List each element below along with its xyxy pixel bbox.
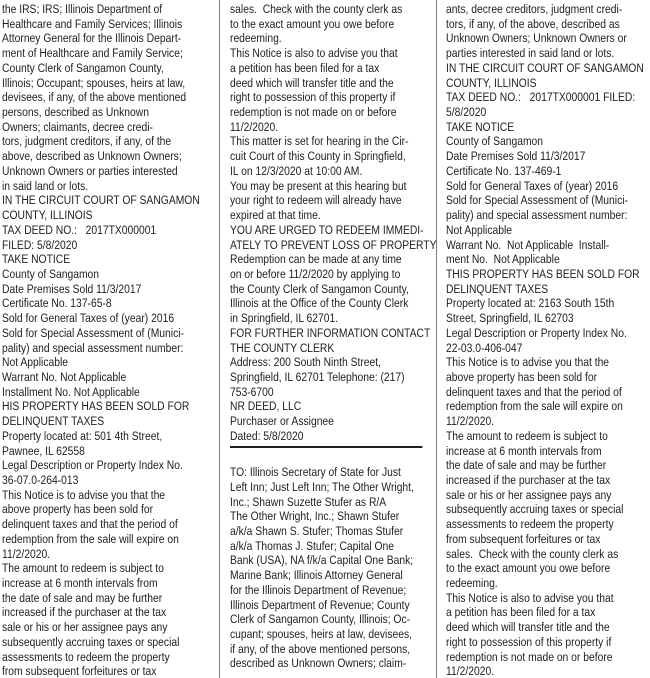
notice-column-1 xyxy=(0,0,219,678)
notice-text-line: Property located at: 2163 South 15th xyxy=(446,296,615,311)
notice-text-line: Warrant No. Not Applicable Install- xyxy=(446,237,610,252)
notice-text-line: ment No. Not Applicable xyxy=(446,252,560,267)
notice-text-line: Installment No. Not Applicable xyxy=(2,384,140,399)
notice-text-line: This Notice is also to advise you that xyxy=(230,46,398,61)
notice-text-line: in Springfield, IL 62701. xyxy=(230,311,339,326)
notice-text-line: 753-6700 xyxy=(230,384,274,399)
notice-text-line: redeeming. xyxy=(230,31,282,46)
notice-text-line: deed which will transfer title and the xyxy=(446,620,610,635)
notice-text-line: Property located at: 501 4th Street, xyxy=(2,428,163,443)
notice-text-line: Healthcare and Family Services; Illinois xyxy=(2,16,183,31)
notice-text-line: Owners; claimants, decree credi- xyxy=(2,119,153,134)
notice-text-line: Certificate No. 137-469-1 xyxy=(446,163,562,178)
notice-text-line: above, described as Unknown Owners; xyxy=(2,149,182,164)
notice-text-line: if any, of the above mentioned persons, xyxy=(230,641,411,656)
notice-text-line: Not Applicable xyxy=(446,222,513,237)
notice-text-line: the IRS; IRS; Illinois Department of xyxy=(2,2,163,16)
notice-text-line: expired at that time. xyxy=(230,208,321,223)
notice-text-line: Unknown Owners or parties interested xyxy=(2,163,178,178)
notice-text-line: redemption from the sale will expire on xyxy=(2,531,179,546)
notice-text-line: The amount to redeem is subject to xyxy=(446,428,608,443)
notice-text-line: ants, decree creditors, judgment credi- xyxy=(446,2,623,16)
notice-text-line: from subsequent forfeitures or tax xyxy=(446,531,601,546)
notice-text-line: IN THE CIRCUIT COURT OF SANGAMON xyxy=(2,193,200,208)
notice-text-line: Unknown Owners; Unknown Owners or xyxy=(446,31,627,46)
notice-text-line: ment of Healthcare and Family Service; xyxy=(2,46,183,61)
notice-text-line: This Notice is to advise you that the xyxy=(446,355,610,370)
notice-text-line: right to possession of this property if xyxy=(446,634,612,649)
notice-text-line: TAKE NOTICE xyxy=(446,119,515,134)
notice-text-line: Attorney General for the Illinois Depart- xyxy=(2,31,182,46)
notice-text-line: County of Sangamon xyxy=(446,134,544,149)
notice-text-line: THE COUNTY CLERK xyxy=(230,340,335,355)
notice-text-line: FILED: 5/8/2020 xyxy=(2,237,78,252)
notice-text-line: Date Premises Sold 11/3/2017 xyxy=(446,149,586,164)
notice-text-line: DELINQUENT TAXES xyxy=(446,281,549,296)
notice-column-1-content xyxy=(2,2,212,678)
notice-text-line: Street, Springfield, IL 62703 xyxy=(446,311,574,326)
notice-text-line: pality) and special assessment number: xyxy=(2,340,184,355)
notice-text-line: FOR FURTHER INFORMATION CONTACT xyxy=(230,325,431,340)
notice-text-line: Dated: 5/8/2020 xyxy=(230,428,304,443)
notice-text-line: deed which will transfer title and the xyxy=(230,75,394,90)
notice-text-line: cupant; spouses, heirs at law, devisees, xyxy=(230,626,413,641)
notice-text-line: TAX DEED NO.: 2017TX000001 xyxy=(2,222,157,237)
notice-text-line: ATELY TO PREVENT LOSS OF PROPERTY xyxy=(230,237,437,252)
notice-text-line: COUNTY, ILLINOIS xyxy=(2,208,93,223)
notice-text-line: Left Inn; Just Left Inn; The Other Wright, xyxy=(230,479,414,494)
notice-text-line: redemption is not made on or before xyxy=(230,105,397,120)
notice-text-line: NR DEED, LLC xyxy=(230,399,302,414)
notice-text-line: above property has been sold for xyxy=(2,502,154,517)
notice-text-line: 11/2/2020. xyxy=(446,664,495,678)
notice-text-line: for the Illinois Department of Revenue; xyxy=(230,582,407,597)
notice-text-line: 11/2/2020. xyxy=(2,546,51,561)
notice-text-line: You may be present at this hearing but xyxy=(230,178,407,193)
notice-column-2-content xyxy=(230,2,440,671)
notice-text-line: redemption is not made on or before xyxy=(446,649,613,664)
notice-text-line: Address: 200 South Ninth Street, xyxy=(230,355,382,370)
notice-text-line: This matter is set for hearing in the Cir- xyxy=(230,134,409,149)
notice-text-line: IL on 12/3/2020 at 10:00 AM. xyxy=(230,163,363,178)
notice-text-line: in said land or lots. xyxy=(2,178,89,193)
notice-text-line: 22-03.0-406-047 xyxy=(446,340,523,355)
notice-text-line: assessments to redeem the property xyxy=(446,517,614,532)
notice-column-3 xyxy=(437,0,650,678)
notice-text-line: sales. Check with the county clerk as xyxy=(446,546,619,561)
notice-text-line: The amount to redeem is subject to xyxy=(2,561,164,576)
notice-text-line: Sold for Special Assessment of (Munici- xyxy=(446,193,628,208)
notice-text-line: subsequently accruing taxes or special xyxy=(446,502,624,517)
notice-text-line: increase at 6 month intervals from xyxy=(2,576,158,591)
notice-text-line: TAX DEED NO.: 2017TX000001 FILED: xyxy=(446,90,636,105)
notice-text-line: increase at 6 month intervals from xyxy=(446,443,602,458)
notice-text-line: TAKE NOTICE xyxy=(2,252,71,267)
notice-text-line: 5/8/2020 xyxy=(446,105,487,120)
notice-text-line: The Other Wright, Inc.; Shawn Stufer xyxy=(230,509,400,524)
notice-text-line: THIS PROPERTY HAS BEEN SOLD FOR xyxy=(446,266,640,281)
notice-text-line: Legal Description or Property Index No. xyxy=(446,325,627,340)
notice-text-line: Inc.; Shawn Suzette Stufer as R/A xyxy=(230,494,387,509)
notice-text-line: a petition has been filed for a tax xyxy=(446,605,596,620)
notice-text-line: Sold for General Taxes of (year) 2016 xyxy=(2,311,175,326)
notice-text-line: described as Unknown Owners; claim- xyxy=(230,656,407,671)
notice-text-line: This Notice is to advise you that the xyxy=(2,487,166,502)
notice-text-line: YOU ARE URGED TO REDEEM IMMEDI- xyxy=(230,222,424,237)
notice-text-line: Clerk of Sangamon County, Illinois; Oc- xyxy=(230,612,411,627)
notice-text-line: Sold for General Taxes of (year) 2016 xyxy=(446,178,619,193)
notice-text-line: delinquent taxes and that the period of xyxy=(446,384,622,399)
notice-text-line: tors, if any, of the above, described as xyxy=(446,16,620,31)
notice-text-line: Not Applicable xyxy=(2,355,69,370)
notice-text-line: This Notice is also to advise you that xyxy=(446,590,614,605)
notice-text-line: the date of sale and may be further xyxy=(2,590,163,605)
notice-text-line: Springfield, IL 62701 Telephone: (217) xyxy=(230,369,405,384)
notice-text-line: County Clerk of Sangamon County, xyxy=(2,60,164,75)
notice-text-line: the County Clerk of Sangamon County, xyxy=(230,281,409,296)
notice-text-line: IN THE CIRCUIT COURT OF SANGAMON xyxy=(446,60,644,75)
notice-text-line: a/k/a Shawn S. Stufer; Thomas Stufer xyxy=(230,523,404,538)
notice-text-line: devisees, if any, of the above mentioned xyxy=(2,90,187,105)
notice-text-line: sale or his or her assignee pays any xyxy=(2,620,168,635)
notice-text-line: your right to redeem will already have xyxy=(230,193,402,208)
notice-text-line: COUNTY, ILLINOIS xyxy=(446,75,537,90)
notice-text-line: Pawnee, IL 62558 xyxy=(2,443,85,458)
notice-text-line: Marine Bank; Illinois Attorney General xyxy=(230,568,403,583)
notice-text-line: County of Sangamon xyxy=(2,266,100,281)
notice-text-line: Date Premises Sold 11/3/2017 xyxy=(2,281,142,296)
notice-text-line: pality) and special assessment number: xyxy=(446,208,628,223)
notice-column-3-content xyxy=(446,2,650,678)
notice-text-line: to the exact amount you owe before xyxy=(230,16,395,31)
notice-text-line: subsequently accruing taxes or special xyxy=(2,634,180,649)
notice-text-line: 36-07.0-264-013 xyxy=(2,473,79,487)
notice-text-line: Certificate No. 137-65-8 xyxy=(2,296,112,311)
notice-text-line: increased if the purchaser at the tax xyxy=(2,605,167,620)
notice-text-line: redeeming. xyxy=(446,576,498,591)
notice-text-line: persons, described as Unknown xyxy=(2,105,149,120)
notice-text-line: Illinois; Occupant; spouses, heirs at law, xyxy=(2,75,186,90)
notice-text-line: to the exact amount you owe before xyxy=(446,561,611,576)
notice-text-line: the date of sale and may be further xyxy=(446,458,607,473)
notice-text-line: Illinois at the Office of the County Clerk xyxy=(230,296,409,311)
notice-text-line: Purchaser or Assignee xyxy=(230,414,334,429)
notice-text-line: sales. Check with the county clerk as xyxy=(230,2,403,16)
notice-text-line: Bank (USA), NA f/k/a Capital One Bank; xyxy=(230,553,414,568)
notice-text-line: redemption from the sale will expire on xyxy=(446,399,623,414)
notice-text-line: increased if the purchaser at the tax xyxy=(446,473,611,487)
notice-text-line: sale or his or her assignee pays any xyxy=(446,487,612,502)
notice-text-line: Illinois Department of Revenue; County xyxy=(230,597,410,612)
notice-text-line: TO: Illinois Secretary of State for Just xyxy=(230,465,401,480)
section-divider-rule xyxy=(230,446,422,448)
notice-text-line: Sold for Special Assessment of (Munici- xyxy=(2,325,184,340)
notice-text-line: tors, judgment creditors, if any, of the xyxy=(2,134,172,149)
notice-column-2 xyxy=(220,0,436,678)
notice-text-line: cuit Court of this County in Springfield, xyxy=(230,149,406,164)
notice-text-line: from subsequent forfeitures or tax xyxy=(2,664,157,678)
notice-text-line: a/k/a Thomas J. Stufer; Capital One xyxy=(230,538,395,553)
notice-text-line: delinquent taxes and that the period of xyxy=(2,517,178,532)
notice-text-line: DELINQUENT TAXES xyxy=(2,414,105,429)
notice-text-line: a petition has been filed for a tax xyxy=(230,60,380,75)
notice-text-line: Redemption can be made at any time xyxy=(230,252,402,267)
notice-text-line: Warrant No. Not Applicable xyxy=(2,369,127,384)
notice-text-line: 11/2/2020. xyxy=(446,414,495,429)
notice-text-line: HIS PROPERTY HAS BEEN SOLD FOR xyxy=(2,399,190,414)
notice-text-line: right to possession of this property if xyxy=(230,90,396,105)
notice-text-line: on or before 11/2/2020 by applying to xyxy=(230,266,401,281)
notice-text-line: assessments to redeem the property xyxy=(2,649,170,664)
notice-text-line: parties interested in said land or lots. xyxy=(446,46,615,61)
notice-text-line: Legal Description or Property Index No. xyxy=(2,458,183,473)
notice-text-line: above property has been sold for xyxy=(446,369,598,384)
notice-text-line: 11/2/2020. xyxy=(230,119,279,134)
